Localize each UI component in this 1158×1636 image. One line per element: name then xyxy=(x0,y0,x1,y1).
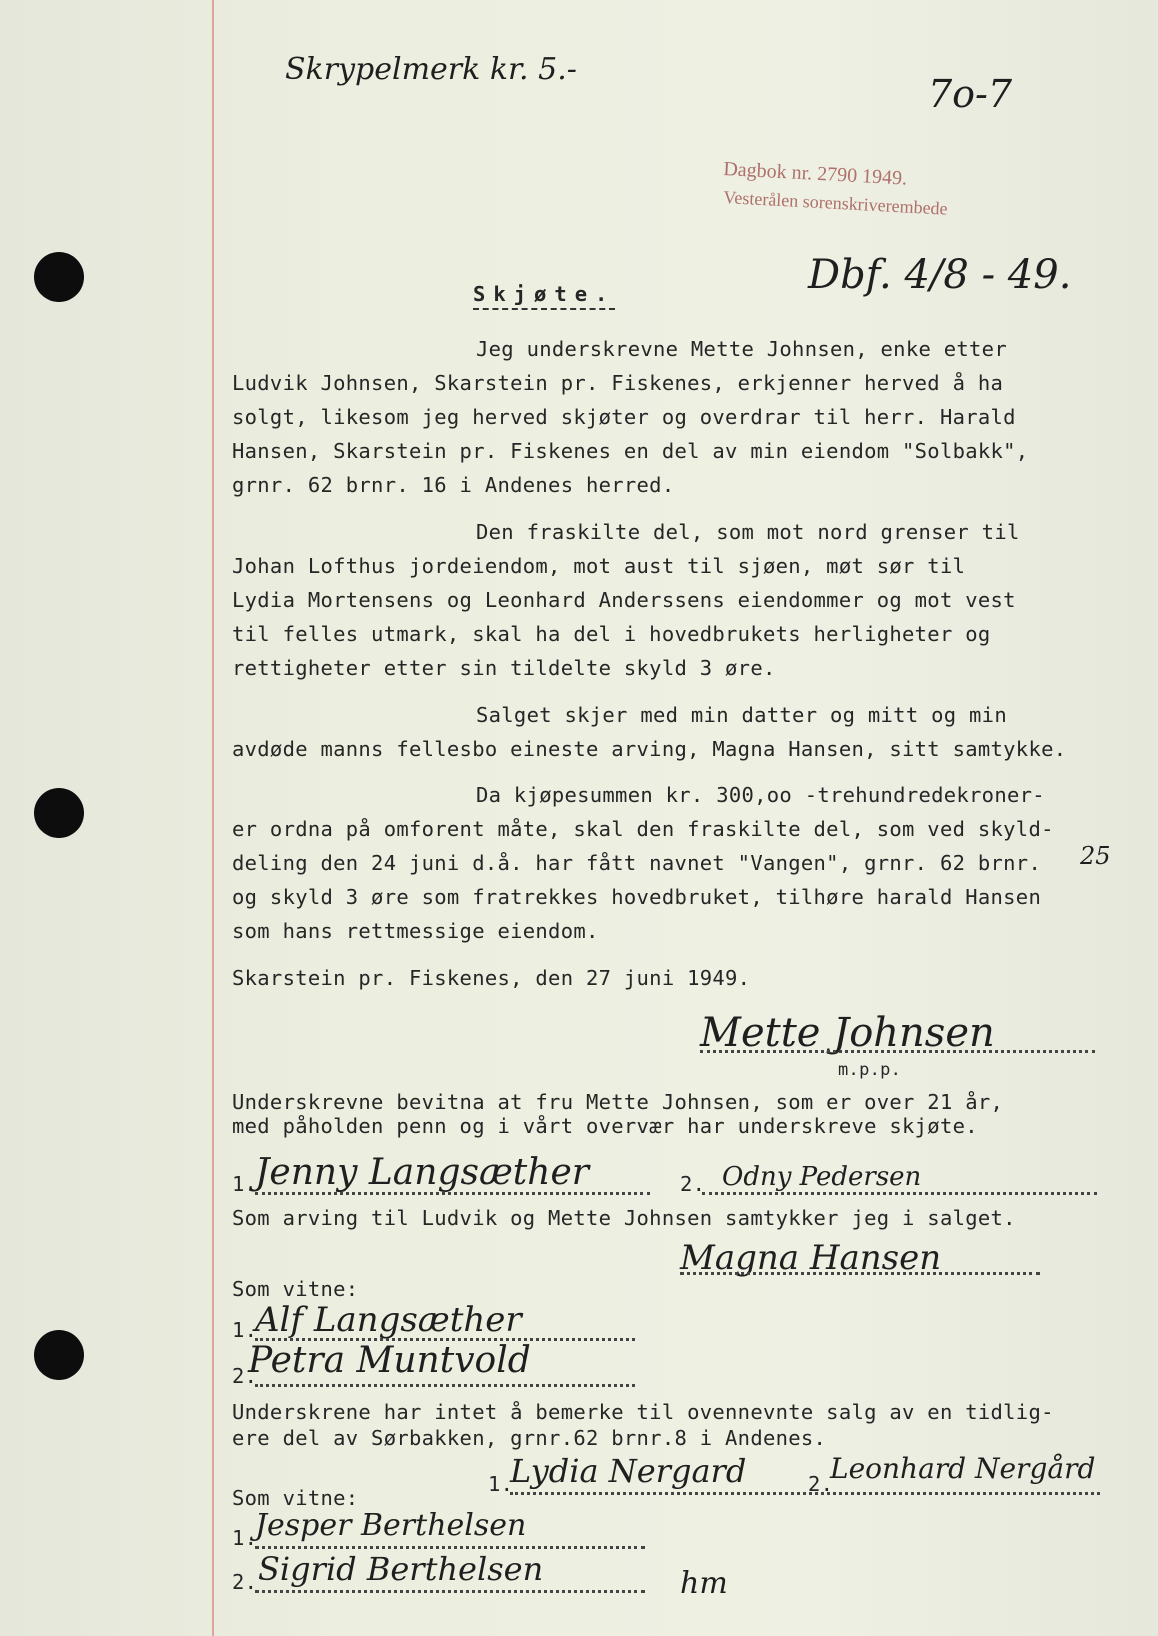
owner-signature: Lydia Nergard xyxy=(510,1452,747,1490)
witness-signature: Alf Langsæther xyxy=(255,1300,522,1340)
body-line: og skyld 3 øre som fratrekkes hovedbruket, tilhøre harald Hansen xyxy=(232,885,1042,909)
body-line: avdøde manns fellesbo eineste arving, Magna Hansen, sitt samtykke. xyxy=(232,737,1067,761)
signature-line xyxy=(255,1192,650,1195)
heir-signature: Magna Hansen xyxy=(680,1238,942,1278)
registry-stamp-line-1: Dagbok nr. 2790 1949. xyxy=(722,158,908,190)
punch-hole xyxy=(34,252,84,302)
signature-line xyxy=(700,1050,1095,1053)
body-line: Johan Lofthus jordeiendom, mot aust til sjøen, møt sør til xyxy=(232,554,966,578)
witness-heading: Som vitne: xyxy=(232,1486,359,1510)
signatory-number: 1. xyxy=(488,1472,514,1496)
body-line: er ordna på omforent måte, skal den fraskilte del, som ved skyld- xyxy=(232,817,1054,841)
document-title: Skjøte. xyxy=(473,282,615,310)
prior-sale-line: Underskrene har intet å bemerke til ovennevnte salg av en tidlig- xyxy=(232,1400,1054,1424)
body-line: Da kjøpesummen kr. 300,oo -trehundredekroner- xyxy=(476,783,1045,807)
margin-line xyxy=(212,0,214,1636)
witness-number: 1. xyxy=(232,1318,258,1342)
body-line: til felles utmark, skal ha del i hovedbrukets herligheter og xyxy=(232,622,991,646)
body-line: som hans rettmessige eiendom. xyxy=(232,919,599,943)
witness-statement-line: Underskrevne bevitna at fru Mette Johnsen, som er over 21 år, xyxy=(232,1090,1004,1114)
seller-signature: Mette Johnsen xyxy=(700,1010,995,1056)
place-date-line: Skarstein pr. Fiskenes, den 27 juni 1949. xyxy=(232,966,751,990)
signatory-number: 2. xyxy=(808,1472,834,1496)
body-line: Jeg underskrevne Mette Johnsen, enke etter xyxy=(476,337,1007,361)
registrar-initials: hm xyxy=(680,1566,728,1601)
body-line: grnr. 62 brnr. 16 i Andenes herred. xyxy=(232,473,675,497)
body-line: Ludvik Johnsen, Skarstein pr. Fiskenes, erkjenner herved å ha xyxy=(232,371,1004,395)
body-line: deling den 24 juni d.å. har fått navnet "Vangen", grnr. 62 brnr. xyxy=(232,851,1042,875)
body-line: Den fraskilte del, som mot nord grenser til xyxy=(476,520,1020,544)
body-line: rettigheter etter sin tildelte skyld 3 øre. xyxy=(232,656,776,680)
registration-date: Dbf. 4/8 - 49. xyxy=(808,252,1072,298)
stamp-duty-note: Skrypelmerk kr. 5.- xyxy=(285,52,577,87)
owner-signature: Leonhard Nergård xyxy=(830,1452,1096,1485)
witness-number: 2. xyxy=(680,1172,706,1196)
witness-number: 2. xyxy=(232,1364,258,1388)
folio-number: 7o-7 xyxy=(928,72,1013,116)
witness-number: 1. xyxy=(232,1526,258,1550)
signature-line xyxy=(680,1272,1040,1275)
signature-line xyxy=(702,1192,1097,1195)
punch-hole xyxy=(34,1330,84,1380)
body-line: solgt, likesom jeg herved skjøter og overdrar til herr. Harald xyxy=(232,405,1016,429)
signature-line xyxy=(510,1492,1100,1495)
punch-hole xyxy=(34,788,84,838)
witness-signature: Jenny Langsæther xyxy=(255,1152,589,1193)
body-line: Hansen, Skarstein pr. Fiskenes en del av min eiendom "Solbakk", xyxy=(232,439,1029,463)
witness-signature: Odny Pedersen xyxy=(722,1162,922,1192)
witness-signature: Jesper Berthelsen xyxy=(255,1508,527,1543)
witness-statement-line: med påholden penn og i vårt overvær har underskreve skjøte. xyxy=(232,1114,978,1138)
witness-heading: Som vitne: xyxy=(232,1277,359,1301)
signature-line xyxy=(255,1546,645,1549)
signature-line xyxy=(255,1384,635,1387)
witness-signature: Petra Muntvold xyxy=(248,1340,531,1381)
witness-signature: Sigrid Berthelsen xyxy=(258,1550,544,1588)
heir-consent-line: Som arving til Ludvik og Mette Johnsen samtykker jeg i salget. xyxy=(232,1206,1016,1230)
registry-stamp-line-2: Vesterålen sorenskriverembede xyxy=(722,187,949,219)
witness-number: 1. xyxy=(232,1172,258,1196)
mpp-note: m.p.p. xyxy=(838,1060,902,1080)
signature-line xyxy=(255,1590,645,1593)
prior-sale-line: ere del av Sørbakken, grnr.62 brnr.8 i Andenes. xyxy=(232,1426,827,1450)
body-line: Lydia Mortensens og Leonhard Anderssens eiendommer og mot vest xyxy=(232,588,1016,612)
body-line: Salget skjer med min datter og mitt og min xyxy=(476,703,1007,727)
handwritten-brnr: 25 xyxy=(1080,842,1111,870)
witness-number: 2. xyxy=(232,1570,258,1594)
